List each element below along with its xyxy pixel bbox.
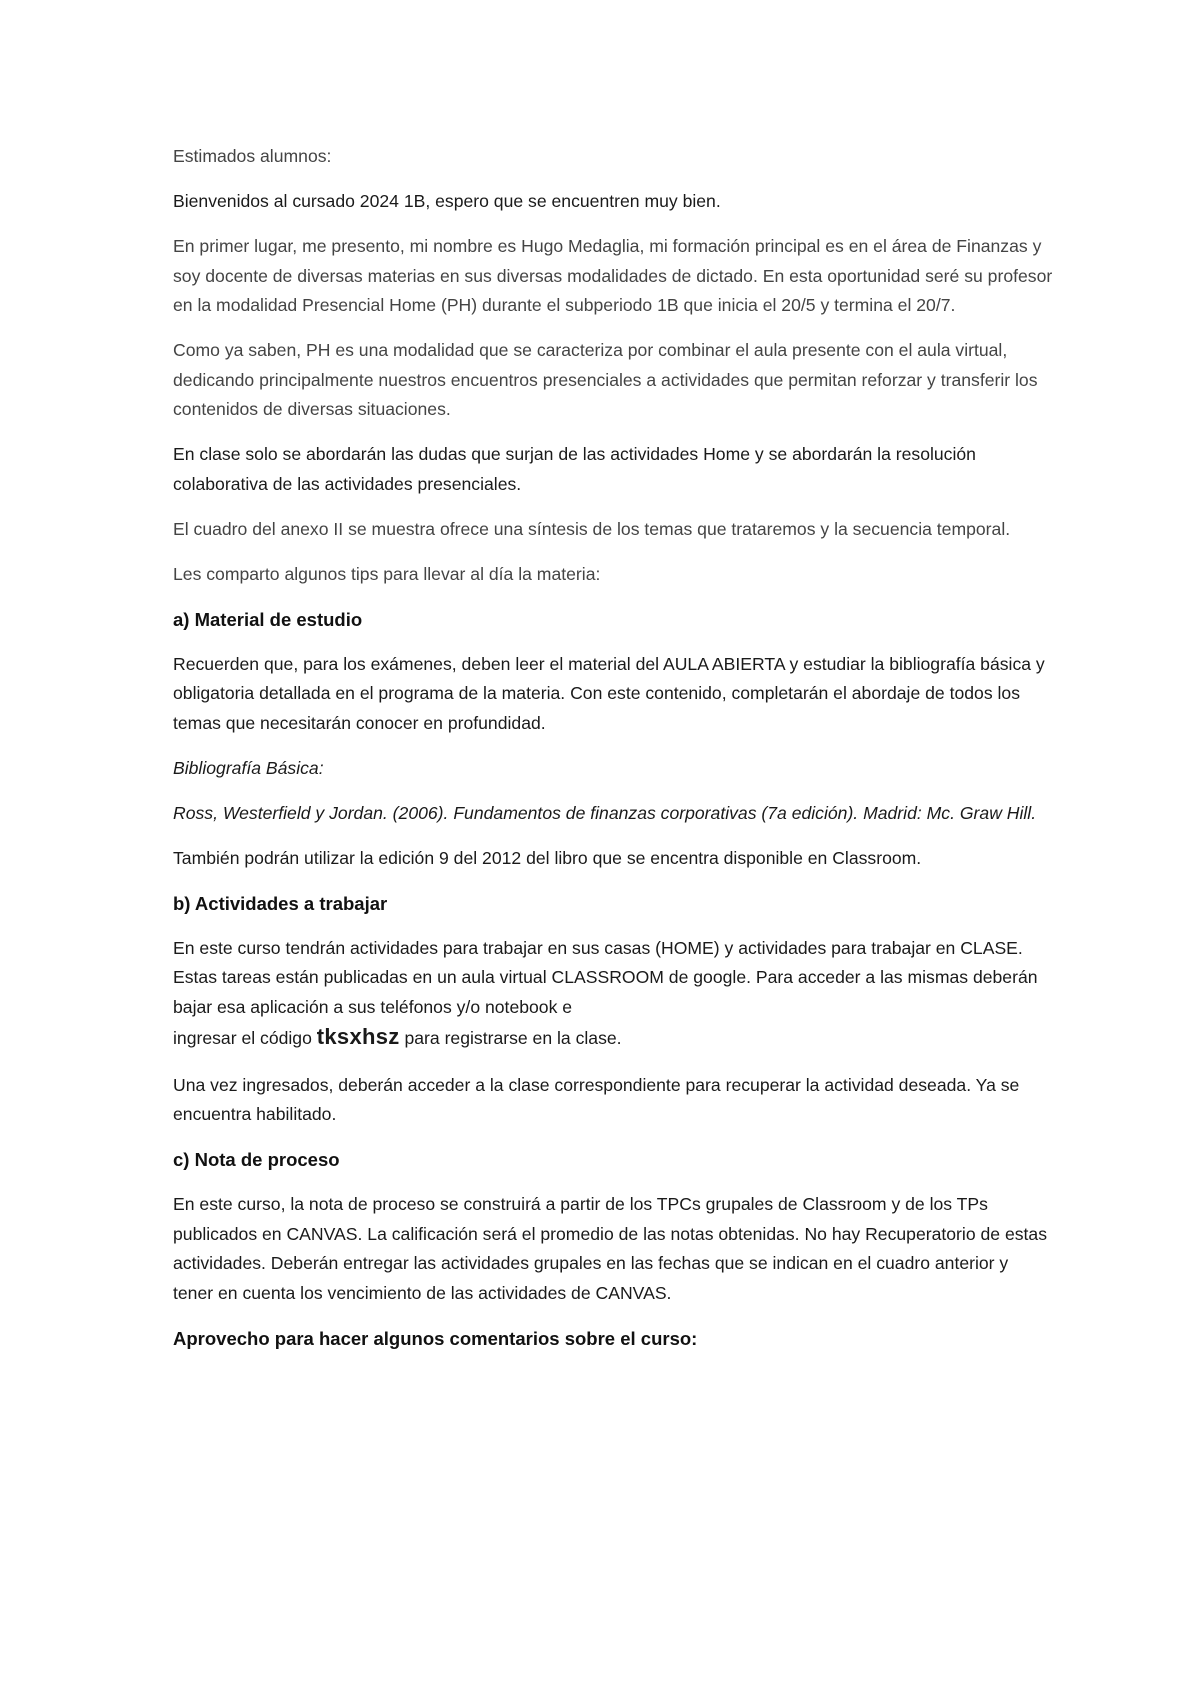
greeting: Estimados alumnos: (173, 146, 332, 166)
tips-intro: Les comparto algunos tips para llevar al día la materia: (173, 563, 601, 584)
classroom-code: tksxhsz (316, 1024, 400, 1049)
edition-note: También podrán utilizar la edición 9 del 2012 del libro que se encentra disponible en Classroom. (173, 847, 922, 868)
ph-description-paragraph: Como ya saben, PH es una modalidad que se caracteriza por combinar el aula presente con el aula virtual, dedicando principalmente nuestros encuentros presenciales a actividades que permitan reforzar y transferir los contenidos de diversas situaciones. (173, 340, 1038, 419)
section-c-body: En este curso, la nota de proceso se construirá a partir de los TPCs grupales de Classroom y de los TPs publicados en CANVAS. La calificación será el promedio de las notas obtenidas. No hay Recuperatorio de estas actividades. Deberán entregar las actividades grupales en las fechas que se indican en el cuadro anterior y tener en cuenta los vencimiento de las actividades de CANVAS. (173, 1194, 1047, 1303)
code-line (173, 1020, 1053, 1055)
bibliography-label: Bibliografía Básica: (173, 757, 324, 778)
section-b-heading: b) Actividades a trabajar (173, 892, 388, 914)
class-focus-paragraph: En clase solo se abordarán las dudas que surjan de las actividades Home y se abordarán la resolución colaborativa de las actividades presenciales. (173, 444, 976, 494)
code-suffix: para registrarse en la clase. (399, 1028, 622, 1048)
code-prefix: ingresar el código (173, 1028, 317, 1048)
bibliography-entry: Ross, Westerfield y Jordan. (2006). Fundamentos de finanzas corporativas (7a edición). Madrid: Mc. Graw Hill. (173, 802, 1037, 823)
section-a-body: Recuerden que, para los exámenes, deben leer el material del AULA ABIERTA y estudiar la bibliografía básica y obligatoria detallada en el programa de la materia. Con este contenido, completarán el abordaje de todos los temas que necesitarán conocer en profundidad. (173, 653, 1045, 733)
document-body (173, 142, 1053, 1369)
annex-paragraph: El cuadro del anexo II se muestra ofrece una síntesis de los temas que trataremos y la secuencia temporal. (173, 518, 1011, 539)
welcome-paragraph: Bienvenidos al cursado 2024 1B, espero que se encuentren muy bien. (173, 191, 721, 211)
intro-paragraph: En primer lugar, me presento, mi nombre es Hugo Medaglia, mi formación principal es en el área de Finanzas y soy docente de diversas materias en sus diversas modalidades de dictado. En esta oportunidad seré su profesor en la modalidad Presencial Home (PH) durante el subperiodo 1B que inicia el 20/5 y termina el 20/7. (173, 236, 1053, 315)
access-note: Una vez ingresados, deberán acceder a la clase correspondiente para recuperar la actividad deseada. Ya se encuentra habilitado. (173, 1074, 1020, 1124)
section-c-heading: c) Nota de proceso (173, 1149, 340, 1170)
section-a-heading: a) Material de estudio (173, 608, 363, 630)
section-b-body-text: En este curso tendrán actividades para trabajar en sus casas (HOME) y actividades para trabajar en CLASE. Estas tareas están publicadas en un aula virtual CLASSROOM de google. Para acceder a las mismas deberán bajar esa aplicación a sus teléfonos y/o notebook e (173, 937, 1038, 1017)
section-b-body (173, 934, 1053, 1023)
closing-heading: Aprovecho para hacer algunos comentarios sobre el curso: (173, 1327, 698, 1349)
